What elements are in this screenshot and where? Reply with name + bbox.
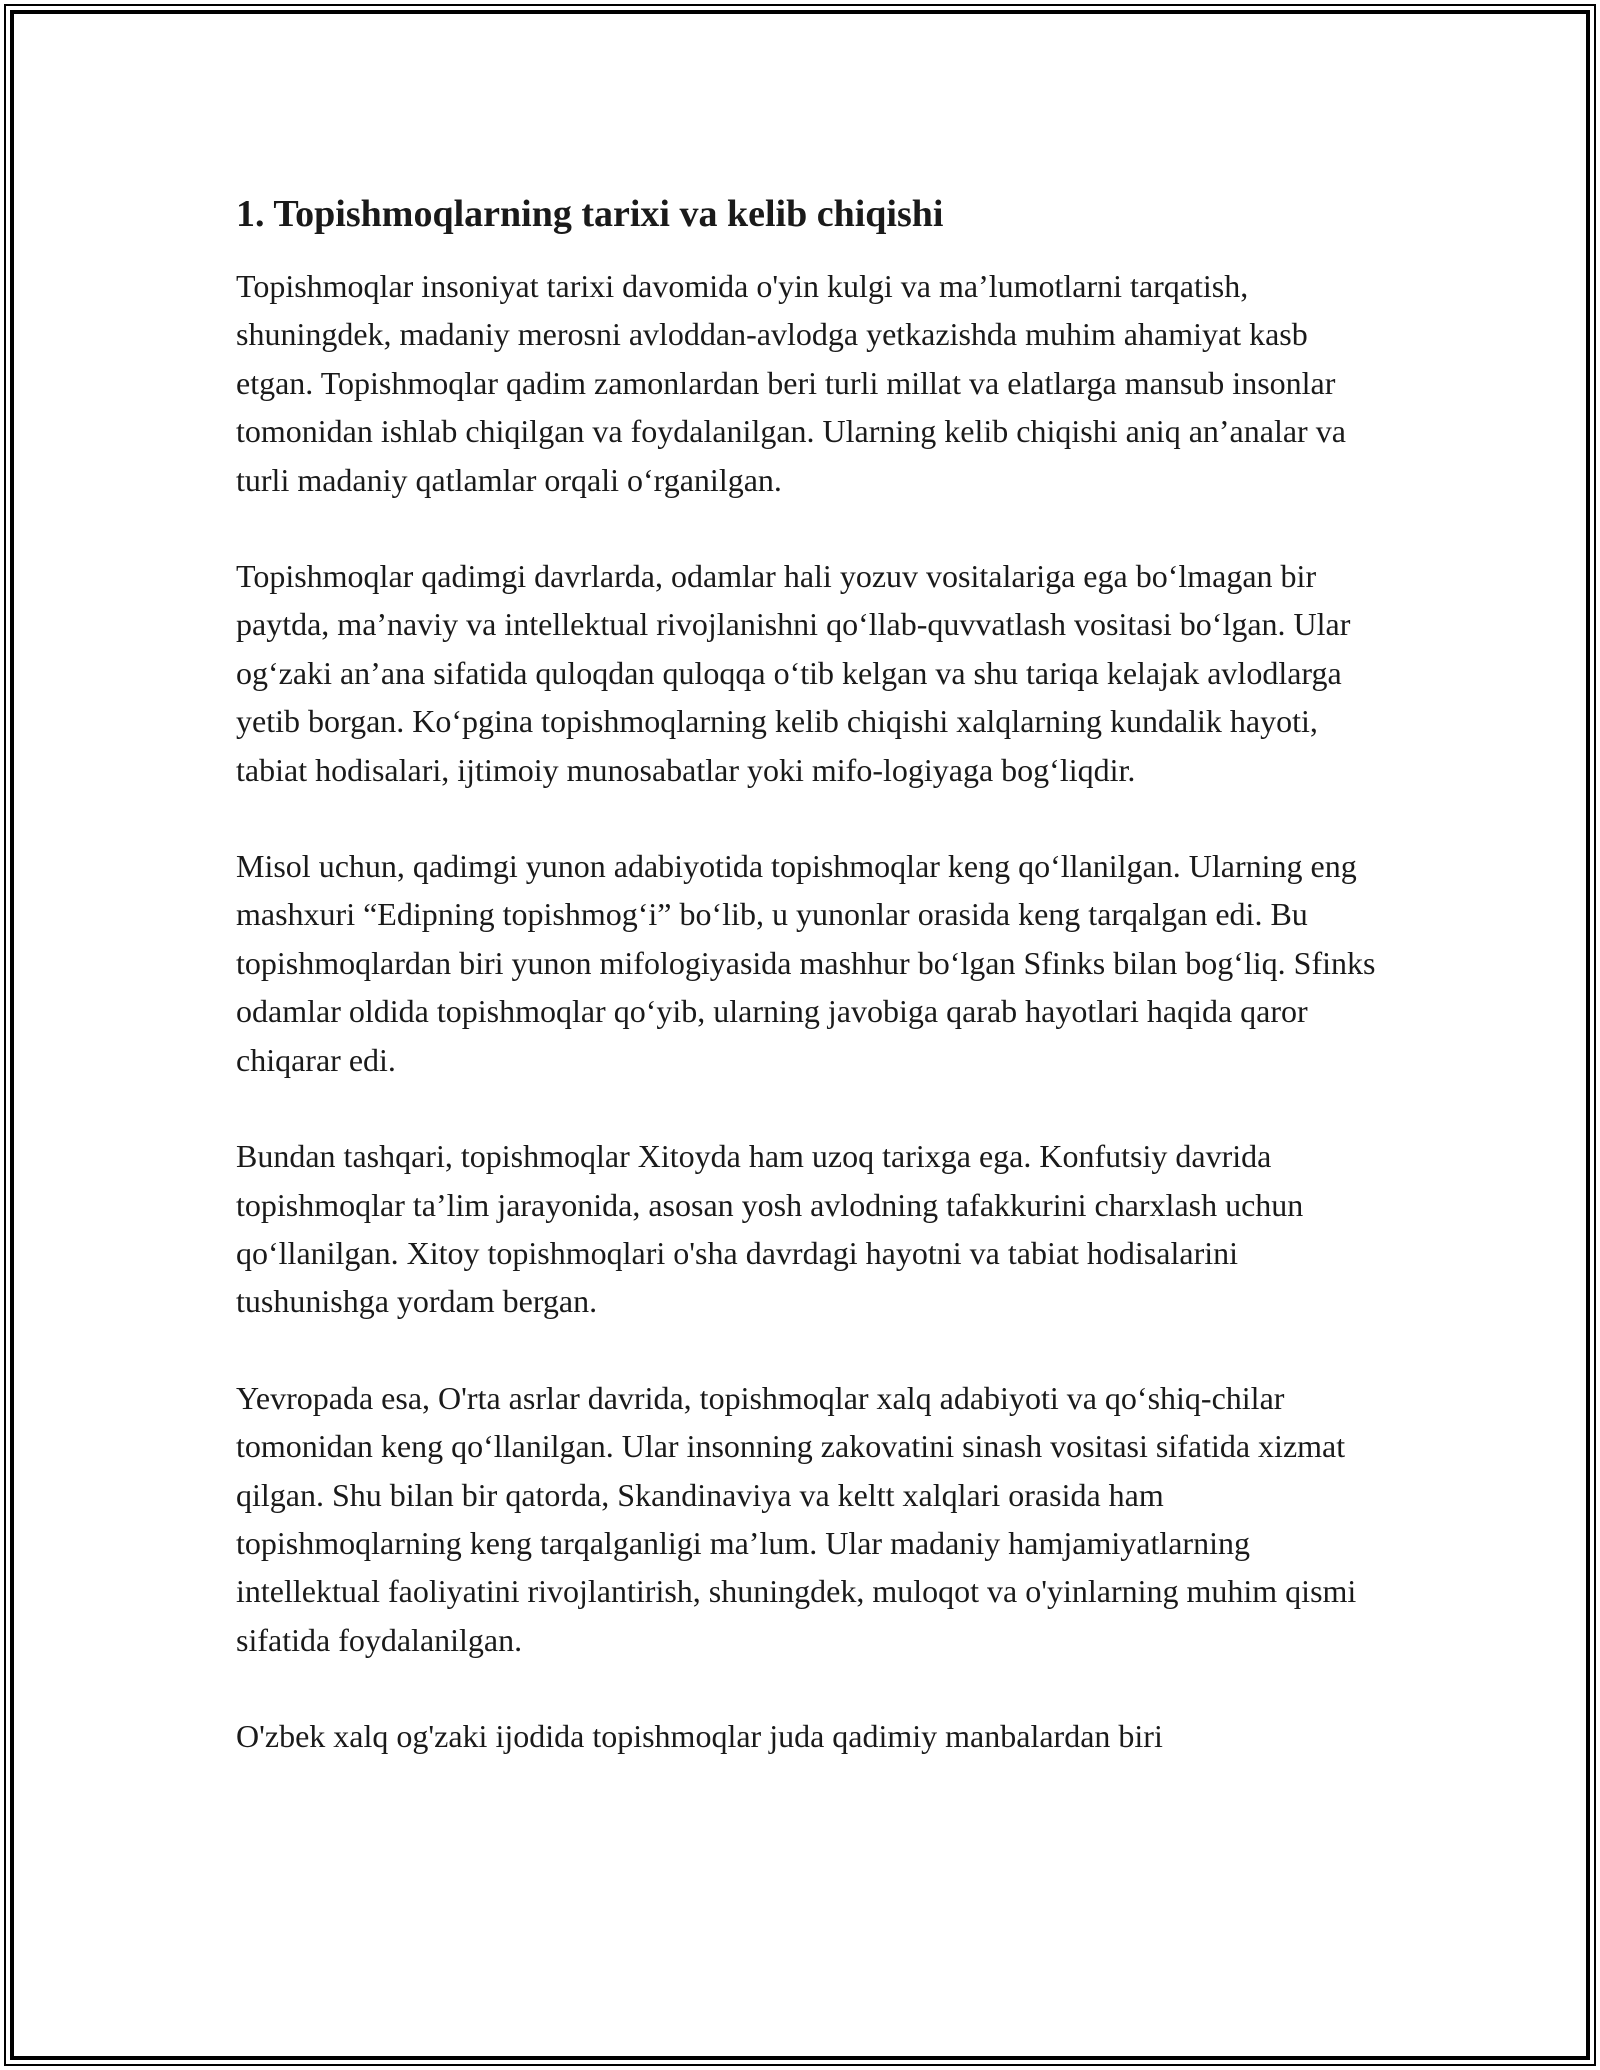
paragraph-china: Bundan tashqari, topishmoqlar Xitoyda ham uzoq tarixga ega. Konfutsiy davrida topishmoqlar ta’lim jarayonida, asosan yosh avlodning tafakkurini charxlash uchun qo‘llanilgan. Xitoy topishmoqlari o'sha davrdagi hayotni va tabiat hodisalarini tushunishga yordam bergan. [236, 1138, 1304, 1320]
paragraph-history-intro: Topishmoqlar insoniyat tarixi davomida o'yin kulgi va ma’lumotlarni tarqatish, shuningdek, madaniy merosni avloddan-avlodga yetkazishda muhim ahamiyat kasb etgan. Topishmoqlar qadim zamonlardan beri turli millat va elatlarga mansub insonlar tomonidan ishlab chiqilgan va foydalanilgan. Ularning kelib chiqishi aniq an’analar va turli madaniy qatlamlar orqali o‘rganilgan. [236, 268, 1346, 498]
paragraph-uzbek-folklore: O'zbek xalq og'zaki ijodida topishmoqlar juda qadimiy manbalardan biri [236, 1718, 1163, 1755]
paragraph-europe: Yevropada esa, O'rta asrlar davrida, topishmoqlar xalq adabiyoti va qo‘shiq-chilar tomonidan keng qo‘llanilgan. Ular insonning zakovatini sinash vositasi sifatida xizmat qilgan. Shu bilan bir qatorda, Skandinaviya va keltt xalqlari orasida ham topishmoqlarning keng tarqalganligi ma’lum. Ular madaniy hamjamiyatlarning intellektual faoliyatini rivojlantirish, shuningdek, muloqot va o'yinlarning muhim qismi sifatida foydalanilgan. [236, 1379, 1357, 1658]
document-body [236, 186, 1376, 1761]
paragraph-greek-literature: Misol uchun, qadimgi yunon adabiyotida topishmoqlar keng qo‘llanilgan. Ularning eng mashxuri “Edipning topishmog‘i” bo‘lib, u yunonlar orasida keng tarqalgan edi. Bu topishmoqlardan biri yunon mifologiyasida mashhur bo‘lgan Sfinks bilan bog‘liq. Sfinks odamlar oldida topishmoqlar qo‘yib, ularning javobiga qarab hayotlari haqida qaror chiqarar edi. [236, 848, 1376, 1078]
section-heading: 1. Topishmoqlarning tarixi va kelib chiqishi [236, 193, 944, 235]
paragraph-ancient-times: Topishmoqlar qadimgi davrlarda, odamlar hali yozuv vositalariga ega bo‘lmagan bir paytda, ma’naviy va intellektual rivojlanishni qo‘llab-quvvatlash vositasi bo‘lgan. Ular og‘zaki an’ana sifatida quloqdan quloqqa o‘tib kelgan va shu tariqa kelajak avlodlarga yetib borgan. Ko‘pgina topishmoqlarning kelib chiqishi xalqlarning kundalik hayoti, tabiat hodisalari, ijtimoiy munosabatlar yoki mifo-logiyaga bog‘liqdir. [236, 558, 1351, 788]
